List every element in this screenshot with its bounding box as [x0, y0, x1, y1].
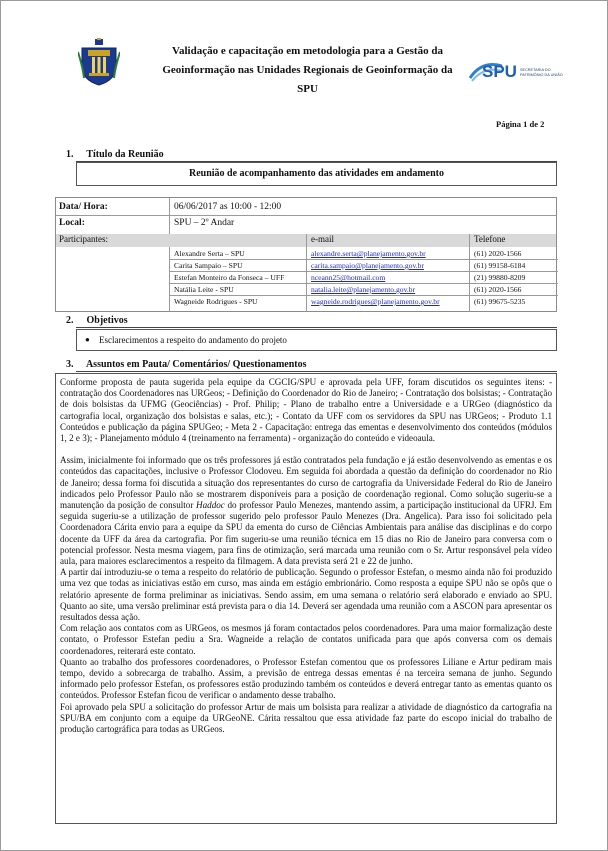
header-title-line-1: Validação e capacitação em metodologia para a Gestão da [172, 45, 443, 57]
participant-email-link[interactable]: nceann25@hotmail.com [311, 273, 386, 282]
discussion-italic-term: Haddoc [196, 500, 225, 511]
participant-email-link[interactable]: alexandre.serta@planejamento.gov.br [311, 249, 426, 258]
participant-name: Natália Leite - SPU [174, 285, 234, 294]
page-number: Página 1 de 2 [496, 119, 545, 129]
section-3-title [66, 359, 307, 370]
participant-name: Wagneide Rodrigues - SPU [174, 297, 258, 306]
participant-phone: (61) 2020-1566 [474, 249, 522, 258]
bullet-icon: ● [85, 335, 90, 344]
header-title-line-2: Geoinformação nas Unidades Regionais de Geoinformação da [162, 64, 453, 76]
local-value: SPU – 2º Andar [174, 218, 235, 228]
section-2-title [66, 315, 128, 326]
date-value: 06/06/2017 as 10:00 - 12:00 [174, 202, 282, 212]
participant-row [56, 296, 556, 307]
discussion-paragraph [60, 455, 552, 567]
participant-name: Alexandre Serta – SPU [174, 249, 245, 258]
section-1-number: 1. [66, 149, 74, 160]
participant-name: Carita Sampaio – SPU [174, 261, 243, 270]
participant-phone: (21) 99880-8209 [474, 273, 526, 282]
participant-phone: (61) 2020-1566 [474, 285, 522, 294]
spu-logo-subtitle-1: SECRETARIA DO [520, 68, 551, 72]
discussion-paragraph: Com relação aos contatos com as URGeos, os mesmos já foram contactados pelos coordenadores. Para uma maior formalização deste contato, o Professor Estefan pediu a Sra. Wagneide a relação de contatos unificada para que após conversa com os demais coordenadores, reiterará este contato. [60, 623, 552, 656]
section-2-number: 2. [66, 315, 74, 326]
section-1-label: Título da Reunião [86, 149, 164, 160]
participant-email-link[interactable]: carita.sampaio@planejamento.gov.br [311, 261, 424, 270]
date-label: Data/ Hora: [59, 202, 108, 212]
spu-logo-subtitle-2: PATRIMÔNIO DA UNIÃO [520, 73, 563, 77]
objectives-box [76, 329, 557, 351]
participant-row [56, 260, 556, 271]
discussion-paragraph: Foi aprovado pela SPU a solicitação do professor Artur de mais um bolsista para realizar a atividade de diagnóstico da cartografia na SPU/BA em conjunto com a equipe da URGeoNE. Cárita ressaltou que essa atividade faz parte do escopo inicial do trabalho de produção cartográfica para todas as URGeos. [60, 701, 552, 735]
university-crest-logo [78, 38, 120, 86]
participant-email-link[interactable]: wagneide.rodrigues@planejamento.gov.br [311, 297, 440, 306]
discussion-paragraph: Quanto ao trabalho dos professores coordenadores, o Professor Estefan comentou que os professores Liliane e Artur pediram mais tempo, devido a sobrecarga de trabalho. Assim, a previsão de entrega dessas ementas é na terceira semana de junho. Segundo informado pelo professor Estefan, os professores estão produzindo também os conteúdos e deverá entregar tanto as ementas quanto os conteúdos. Professor Estefan ficou de verificar o andamento desse trabalho. [60, 656, 552, 701]
spu-logo [468, 58, 563, 84]
meeting-title-box [76, 162, 557, 186]
email-column-header: e-mail [311, 234, 334, 244]
header-title-line-3: SPU [297, 83, 318, 95]
section-3-number: 3. [66, 359, 74, 370]
section-3-rule [76, 371, 557, 372]
discussion-paragraph: Conforme proposta de pauta sugerida pela equipe da CGCIG/SPU e aprovada pela UFF, foram discutidos os seguintes itens: - contratação dos Coordenadores nas URGeos; - Definição do Coordenador do Rio de Janeiro; - Contratação dos bolsistas; - Contratação de dois bolsistas da UFMG (Geociências) - Prof. Philip; - Plano de trabalho entre a Universidade e a URGeo (diagnóstico da cartografia local, organização dos bolsistas e salas, etc.); - Contato da UFF com os servidores da SPU nas URGeos; - Produto 1.1 Conteúdos e publicação da página SPUGeo; - Meta 2 - Capacitação: entrega das ementas e desenvolvimento dos conteúdos (módulos 1, 2 e 3); - Planejamento módulo 4 (treinamento na ferramenta) - organização do conteúdo e videoaula. [60, 377, 552, 444]
objective-item: Esclarecimentos a respeito do andamento do projeto [99, 335, 287, 345]
discussion-paragraph: A partir daí introduziu-se o tema a respeito do relatório de publicação. Segundo o professor Estefan, o mesmo ainda não foi produzido uma vez que todas as iniciativas estão em curso, mas ainda em estágio embrionário. Como resposta a equipe SPU não se opôs que o relatório apresente de forma preliminar as iniciativas. Sendo assim, em uma semana o relatório será elaborado e enviado ao SPU. Quanto ao site, uma versão preliminar está prevista para o dia 14. Deverá ser agendada uma reunião com a ASCON para apresentar os resultados dessa ação. [60, 567, 552, 623]
spu-logo-text: SPU [482, 62, 517, 81]
section-1-title [66, 149, 164, 160]
local-label: Local: [59, 218, 85, 228]
participant-row [56, 248, 556, 259]
info-row-divider [56, 215, 556, 216]
discussion-text: Assim, inicialmente foi informado que os três professores já estão contratados pela fundação e já estão desenvolvendo as ementas e os conteúdos das capacitações, inclusive o Professor Clodoveu. Em seguida foi abordada a questão da definição do coordenador no Rio de Janeiro; dessa forma foi discutida a situação dos representantes do curso de cartografia da Universidade Federal do Rio de Janeiro indicados pelo Professor Paulo não se mostrarem disponíveis para a posição de coordenação regional. Como solução sugeriu-se a manutenção da posição de consultor [60, 455, 552, 511]
section-2-rule [76, 327, 557, 328]
participant-row [56, 284, 556, 295]
discussion-box [55, 373, 557, 824]
meeting-info-table [55, 197, 557, 312]
phone-column-header: Telefone [474, 234, 506, 244]
section-3-label: Assuntos em Pauta/ Comentários/ Questionamentos [85, 359, 307, 370]
meeting-title: Reunião de acompanhamento das atividades em andamento [188, 168, 445, 179]
participants-label: Participantes: [59, 234, 108, 244]
participant-name: Estefan Monteiro da Fonseca – UFF [174, 273, 285, 282]
document-header-title [140, 42, 475, 99]
local-row [56, 218, 556, 231]
participant-row [56, 272, 556, 283]
participant-phone: (61) 99675-5235 [474, 297, 526, 306]
participant-email-link[interactable]: natalia.leite@planejamento.gov.br [311, 285, 416, 294]
discussion-text: do professor Paulo Menezes, mantendo assim, a participação institucional da UFRJ. Em seguida sugeriu-se a utilização de professor sugerido pelo professor Paulo Menezes (Dra. Angelica). Para isso foi solicitado pela Coordenadora Cárita envio para a equipe da SPU da ementa do curso de Ciências Ambientais para análise das disciplinas e do corpo docente da UFF da área da cartografia. Por fim sugeriu-se uma reunião técnica em 15 dias no Rio de Janeiro para conversa com o potencial professor. Nesta mesma viagem, para fins de otimização, será marcada uma reunião com o Sr. Artur responsável pela vídeo aula, para maiores esclarecimentos a respeito da filmagem. A data prevista será 21 e 22 de junho. [60, 500, 552, 567]
section-2-label: Objetivos [86, 315, 128, 326]
date-row [56, 202, 556, 215]
participant-phone: (61) 99158-6184 [474, 261, 526, 270]
